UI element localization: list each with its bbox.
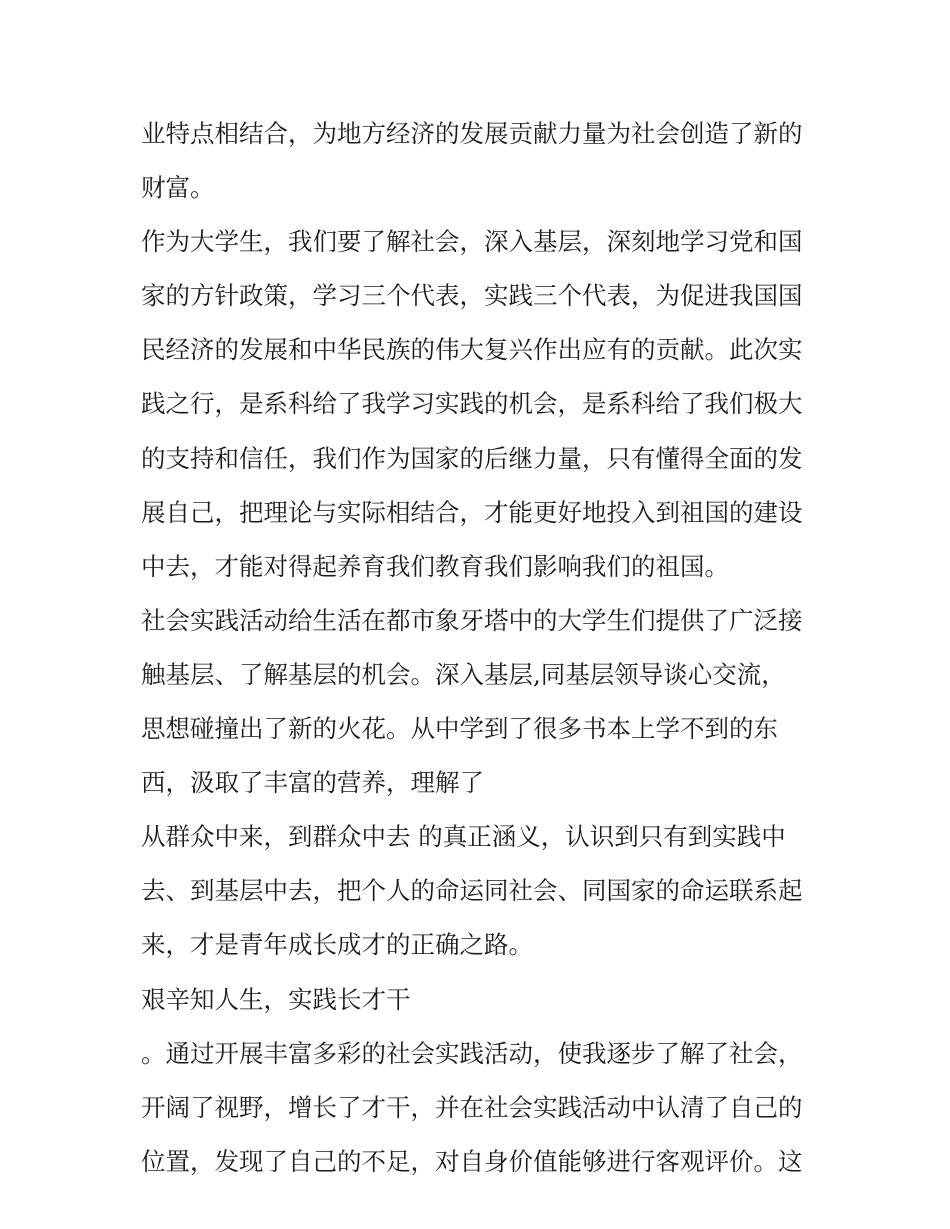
text-line: 西，汲取了丰富的营养，理解了 <box>141 768 484 798</box>
text-line: 。通过开展丰富多彩的社会实践活动，使我逐步了解了社会， <box>141 1038 803 1068</box>
text-line: 位置，发现了自己的不足，对自身价值能够进行客观评价。这 <box>141 1146 803 1176</box>
text-line: 思想碰撞出了新的火花。从中学到了很多书本上学不到的东 <box>141 714 778 744</box>
text-line: 中去，才能对得起养育我们教育我们影响我们的祖国。 <box>141 551 729 581</box>
text-line: 触基层、了解基层的机会。深入基层,同基层领导谈心交流， <box>141 659 786 689</box>
text-line: 社会实践活动给生活在都市象牙塔中的大学生们提供了广泛接 <box>141 605 803 635</box>
text-line: 来，才是青年成长成才的正确之路。 <box>141 930 533 960</box>
text-line: 艰辛知人生，实践长才干 <box>141 984 411 1014</box>
text-line: 民经济的发展和中华民族的伟大复兴作出应有的贡献。此次实 <box>141 335 803 365</box>
text-line: 从群众中来，到群众中去 的真正涵义，认识到只有到实践中 <box>141 822 786 852</box>
text-line: 的支持和信任，我们作为国家的后继力量，只有懂得全面的发 <box>141 443 803 473</box>
text-line: 家的方针政策，学习三个代表，实践三个代表，为促进我国国 <box>141 281 803 311</box>
text-line: 开阔了视野，增长了才干，并在社会实践活动中认清了自己的 <box>141 1092 803 1122</box>
text-line: 财富。 <box>141 173 215 203</box>
text-line: 展自己，把理论与实际相结合，才能更好地投入到祖国的建设 <box>141 497 803 527</box>
body-text <box>141 107 821 1189</box>
text-line: 践之行，是系科给了我学习实践的机会，是系科给了我们极大 <box>141 389 803 419</box>
text-line: 作为大学生，我们要了解社会，深入基层，深刻地学习党和国 <box>141 227 803 257</box>
text-line: 业特点相结合，为地方经济的发展贡献力量为社会创造了新的 <box>141 119 803 148</box>
text-line: 去、到基层中去，把个人的命运同社会、同国家的命运联系起 <box>141 876 803 906</box>
